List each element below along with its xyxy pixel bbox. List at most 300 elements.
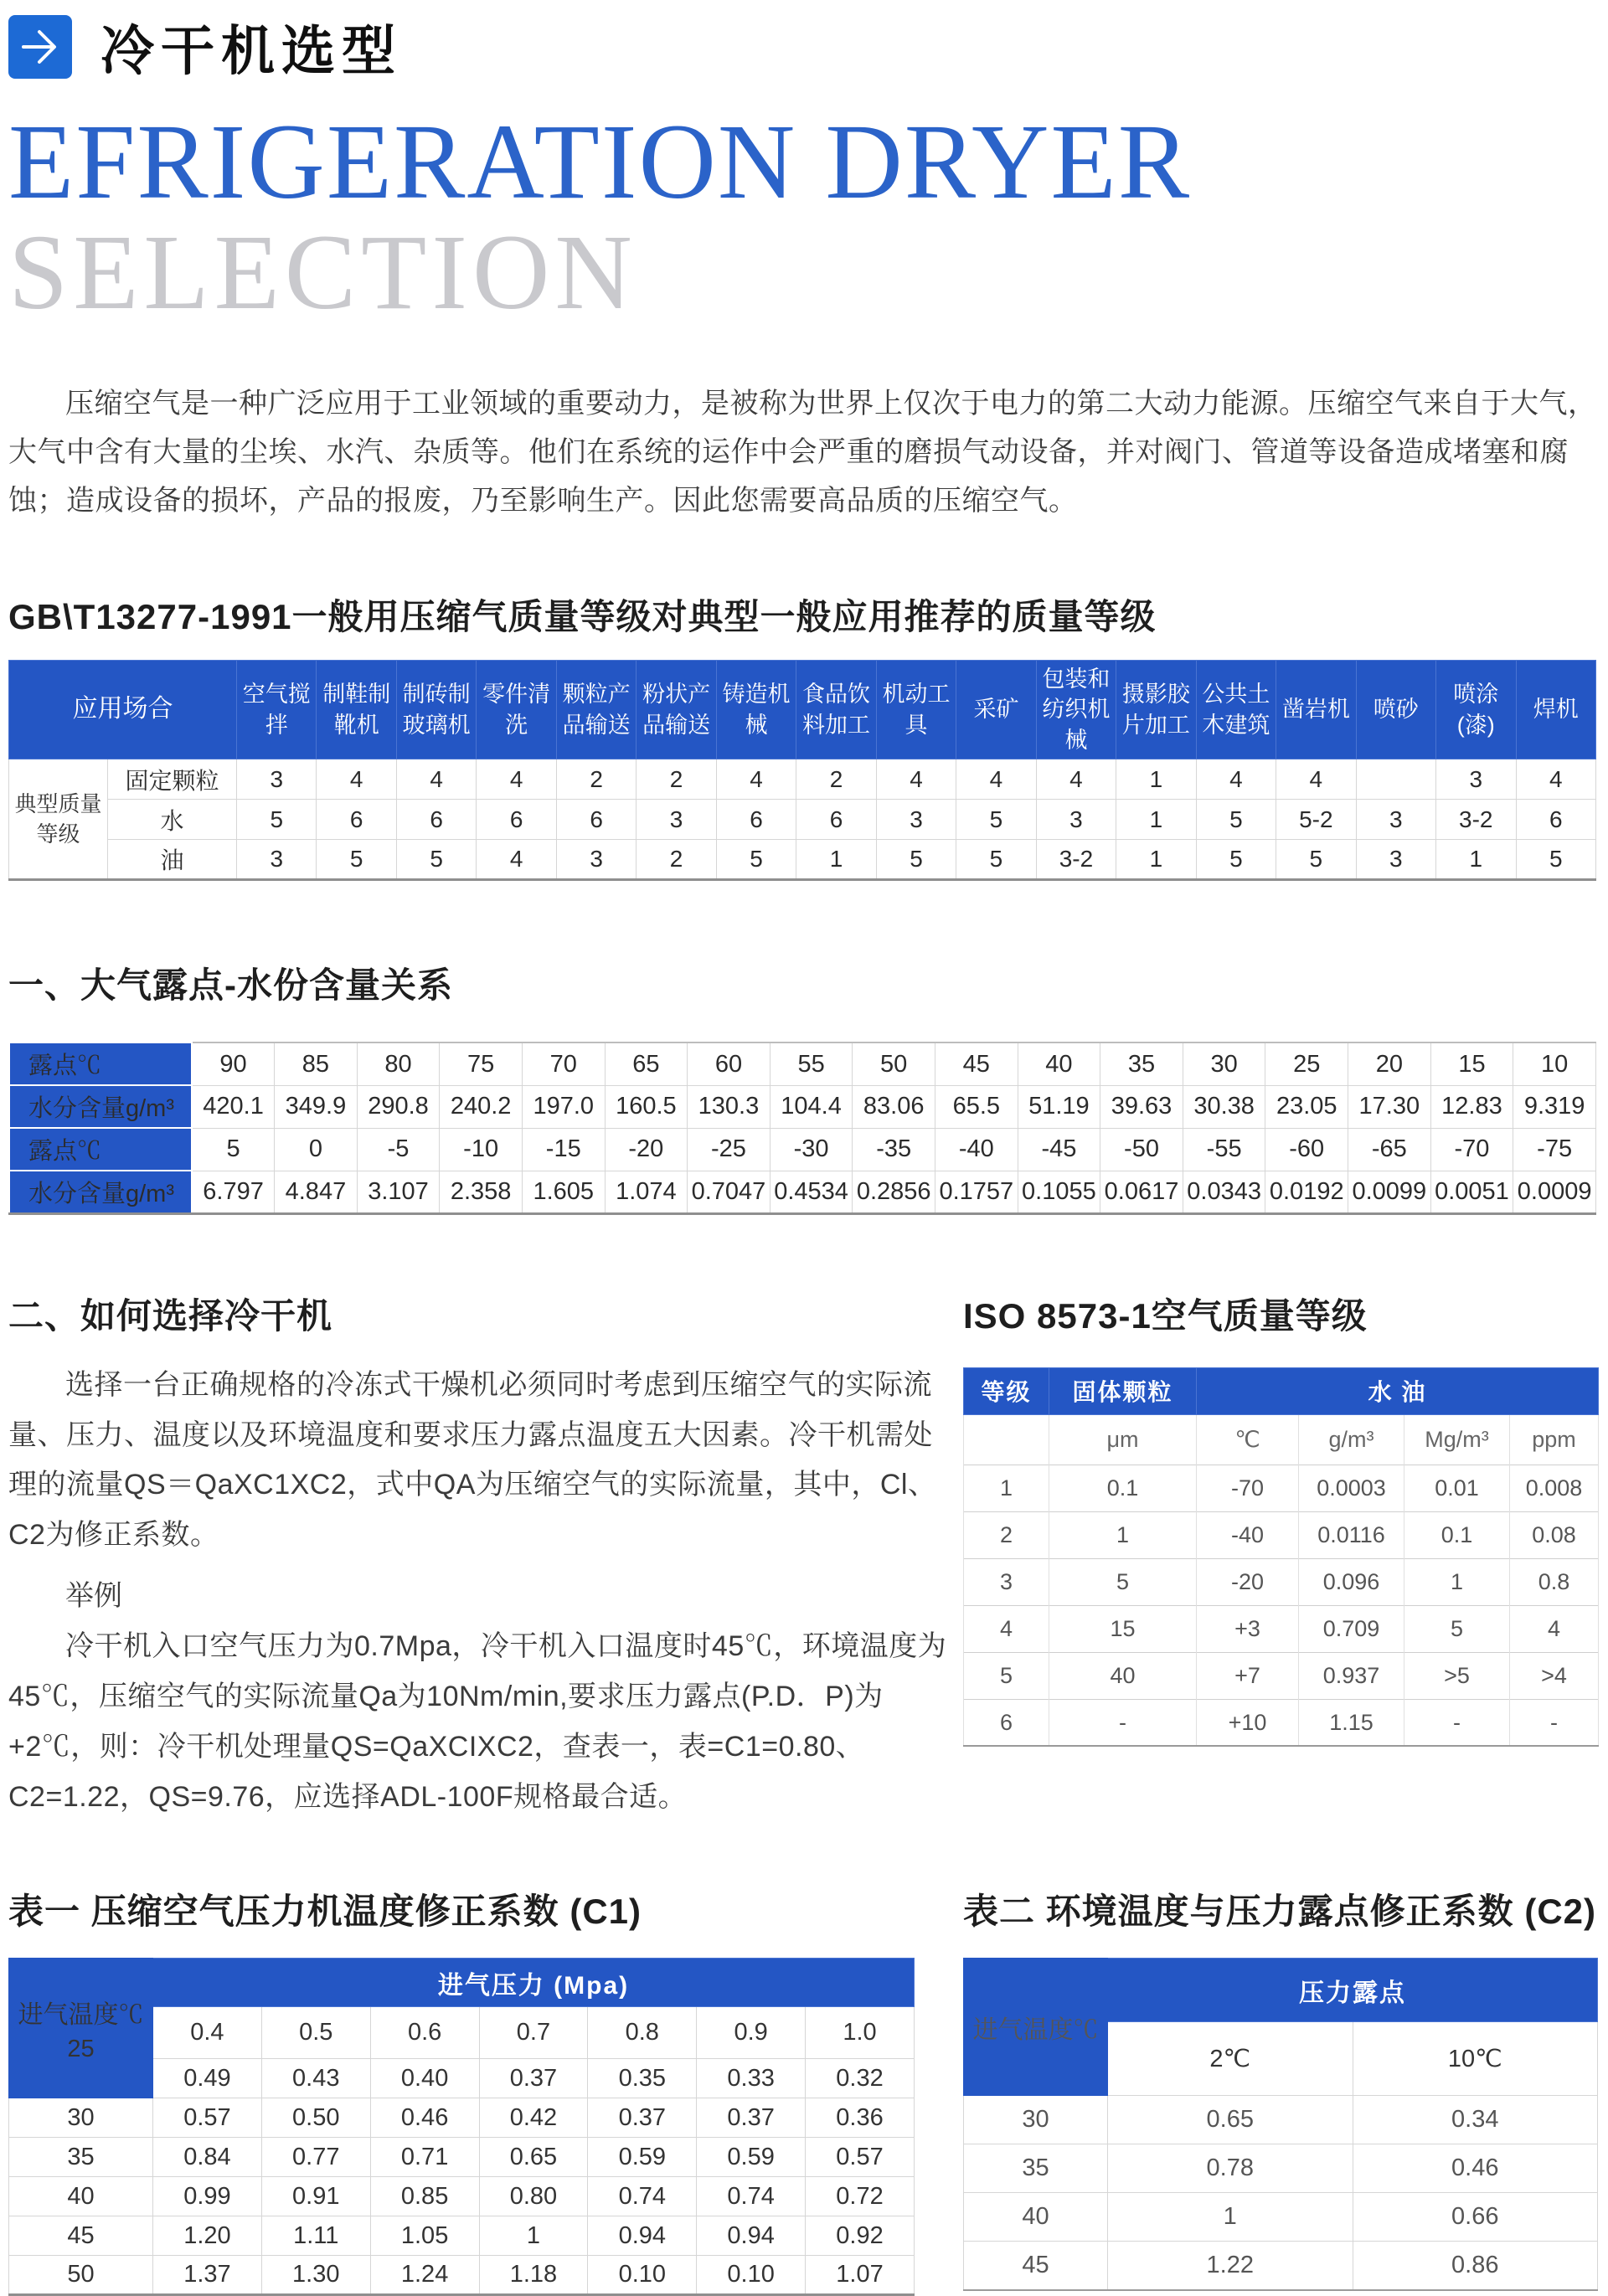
gb-cell: 3 (237, 840, 317, 880)
dew-cell: -20 (605, 1128, 688, 1171)
c2-row-label: 40 (964, 2193, 1108, 2242)
gb-cell: 4 (477, 840, 556, 880)
dew-cell: 1.605 (522, 1171, 605, 1213)
gb-row-label: 油 (108, 840, 237, 880)
dew-cell: 290.8 (357, 1085, 440, 1128)
iso-unit-cell: ℃ (1197, 1414, 1299, 1465)
c2-cell: 0.78 (1108, 2144, 1353, 2193)
c1-row-label: 35 (9, 2138, 153, 2177)
c1-pressure-header: 0.7 (479, 2007, 588, 2059)
c1-cell: 0.65 (479, 2138, 588, 2177)
gb-cell: 5-2 (1276, 800, 1356, 840)
c2-cell: 0.46 (1353, 2144, 1598, 2193)
dew-row-label: 露点℃ (9, 1128, 192, 1171)
iso-cell: 0.0003 (1299, 1465, 1404, 1511)
c1-cell: 0.99 (153, 2177, 262, 2216)
gb-cell: 3-2 (1436, 800, 1516, 840)
iso-water-oil-header: 水 油 (1197, 1367, 1599, 1414)
gb-cell: 3 (876, 800, 956, 840)
c2-table-row (964, 2096, 1598, 2144)
iso-cell: - (1404, 1699, 1510, 1746)
iso-unit-row (964, 1414, 1599, 1465)
gb-cell: 3 (237, 759, 317, 800)
gb-column-header: 采矿 (956, 660, 1036, 759)
iso-cell: -40 (1197, 1511, 1299, 1558)
dew-cell: 39.63 (1100, 1085, 1183, 1128)
iso-cell: +10 (1197, 1699, 1299, 1746)
gb-cell: 1 (1436, 840, 1516, 880)
dew-cell: 10 (1513, 1042, 1596, 1085)
dew-cell: 90 (192, 1042, 275, 1085)
gb-cell: 4 (1196, 759, 1276, 800)
dew-table-row (9, 1085, 1596, 1128)
gb-cell: 6 (317, 800, 396, 840)
dew-cell: -40 (935, 1128, 1018, 1171)
iso-table-row (964, 1699, 1599, 1746)
c1-cell: 0.59 (588, 2138, 697, 2177)
gb-row-label: 固定颗粒 (108, 759, 237, 800)
gb-cell: 6 (1516, 800, 1596, 840)
c1-cell: 1.37 (153, 2256, 262, 2295)
dew-cell: 85 (275, 1042, 358, 1085)
iso-cell: 1 (1404, 1558, 1510, 1605)
c1-corner-cell (9, 1959, 153, 2098)
right-arrow-icon (8, 15, 72, 79)
iso-cell: 1.15 (1299, 1699, 1404, 1746)
iso-table-title: ISO 8573-1空气质量等级 (963, 1295, 1368, 1336)
c1-cell: 0.35 (588, 2059, 697, 2098)
gb-cell: 1 (1116, 840, 1196, 880)
iso-cell: 0.1 (1404, 1511, 1510, 1558)
c1-cell: 0.37 (697, 2098, 806, 2138)
iso-table-row (964, 1465, 1599, 1511)
gb-cell: 2 (636, 840, 716, 880)
c2-table-row (964, 2242, 1598, 2290)
c1-cell: 0.50 (261, 2098, 370, 2138)
gb-cell: 2 (636, 759, 716, 800)
dew-cell: 65.5 (935, 1085, 1018, 1128)
dew-cell: 130.3 (688, 1085, 770, 1128)
dew-cell: -15 (522, 1128, 605, 1171)
gb-quality-grade-table (8, 660, 1596, 881)
dew-cell: 80 (357, 1042, 440, 1085)
c2-row-label: 35 (964, 2144, 1108, 2193)
dew-row-label: 水分含量g/m³ (9, 1085, 192, 1128)
gb-cell: 3 (556, 840, 636, 880)
gb-cell: 1 (1116, 759, 1196, 800)
c1-correction-table (8, 1958, 915, 2296)
dew-table-row (9, 1171, 1596, 1213)
gb-column-header: 制鞋制靴机 (317, 660, 396, 759)
iso-grade-cell: 6 (964, 1699, 1049, 1746)
c1-cell: 0.37 (588, 2098, 697, 2138)
c1-cell: 0.77 (261, 2138, 370, 2177)
how-to-select-section (8, 1289, 955, 1823)
gb-cell: 5 (1276, 840, 1356, 880)
iso-unit-cell: Mg/m³ (1404, 1414, 1510, 1465)
dew-cell: 197.0 (522, 1085, 605, 1128)
iso-section (963, 1289, 1598, 1748)
dew-cell: 50 (853, 1042, 935, 1085)
c1-cell: 1.05 (370, 2216, 479, 2256)
c1-pressure-header: 0.9 (697, 2007, 806, 2059)
gb-column-header: 铸造机械 (716, 660, 796, 759)
c2-row-label: 30 (964, 2096, 1108, 2144)
iso-unit-empty (964, 1414, 1049, 1465)
dew-row-label: 露点℃ (9, 1042, 192, 1085)
gb-row-group-label: 典型质量等级 (9, 759, 108, 880)
c1-cell: 0.10 (588, 2256, 697, 2295)
iso-cell: 5 (1049, 1558, 1197, 1605)
c2-cell: 0.86 (1353, 2242, 1598, 2290)
gb-column-header: 摄影胶片加工 (1116, 660, 1196, 759)
c1-cell: 1.07 (806, 2256, 915, 2295)
c1-table-row (9, 2216, 915, 2256)
c1-cell: 0.46 (370, 2098, 479, 2138)
iso-cell: 0.0116 (1299, 1511, 1404, 1558)
c1-cell: 0.71 (370, 2138, 479, 2177)
iso-grade-cell: 2 (964, 1511, 1049, 1558)
c1-cell: 1.11 (261, 2216, 370, 2256)
dew-cell: 3.107 (357, 1171, 440, 1213)
c1-cell: 0.33 (697, 2059, 806, 2098)
dew-cell: -45 (1018, 1128, 1100, 1171)
iso-cell: +7 (1197, 1652, 1299, 1699)
iso-cell: - (1049, 1699, 1197, 1746)
c1-pressure-header: 0.6 (370, 2007, 479, 2059)
dew-cell: 0.0343 (1183, 1171, 1265, 1213)
c1-cell: 0.32 (806, 2059, 915, 2098)
gb-cell: 6 (556, 800, 636, 840)
dew-cell: -60 (1265, 1128, 1348, 1171)
table-c2-section (963, 1884, 1598, 2291)
gb-cell: 5 (956, 840, 1036, 880)
gb-cell: 6 (716, 800, 796, 840)
gb-cell: 2 (556, 759, 636, 800)
gb-column-header: 制砖制玻璃机 (396, 660, 476, 759)
iso-grade-cell: 4 (964, 1605, 1049, 1652)
dew-cell: 240.2 (440, 1085, 523, 1128)
gb-cell: 4 (1036, 759, 1116, 800)
c1-table-row (9, 2177, 915, 2216)
c1-cell: 0.59 (697, 2138, 806, 2177)
iso-cell: >5 (1404, 1652, 1510, 1699)
c1-cell: 0.74 (697, 2177, 806, 2216)
dew-cell: 160.5 (605, 1085, 688, 1128)
gb-cell: 4 (1516, 759, 1596, 800)
gb-row-label: 水 (108, 800, 237, 840)
dew-table-row (9, 1042, 1596, 1085)
gb-column-header: 包装和纺织机械 (1036, 660, 1116, 759)
gb-cell: 2 (796, 759, 876, 800)
c1-row-label: 45 (9, 2216, 153, 2256)
c1-pressure-header: 1.0 (806, 2007, 915, 2059)
c2-correction-table (963, 1958, 1598, 2291)
iso-cell: >4 (1510, 1652, 1599, 1699)
dew-cell: 420.1 (192, 1085, 275, 1128)
gb-cell: 4 (477, 759, 556, 800)
iso-grade-cell: 5 (964, 1652, 1049, 1699)
dew-cell: 75 (440, 1042, 523, 1085)
gb-cell: 5 (1196, 840, 1276, 880)
dew-row-label: 水分含量g/m³ (9, 1171, 192, 1213)
gb-column-header: 公共土木建筑 (1196, 660, 1276, 759)
c1-cell: 0.85 (370, 2177, 479, 2216)
dew-cell: 60 (688, 1042, 770, 1085)
gb-cell: 5 (317, 840, 396, 880)
gb-cell: 5 (1516, 840, 1596, 880)
gb-table-row (9, 800, 1596, 840)
c2-cell: 1.22 (1108, 2242, 1353, 2290)
c1-row-label: 40 (9, 2177, 153, 2216)
dew-cell: 0.4534 (770, 1171, 853, 1213)
iso-cell: 0.937 (1299, 1652, 1404, 1699)
c1-cell: 1.30 (261, 2256, 370, 2295)
c1-cell: 0.91 (261, 2177, 370, 2216)
dew-cell: 9.319 (1513, 1085, 1596, 1128)
gb-column-header: 喷涂(漆) (1436, 660, 1516, 759)
iso-table-row (964, 1652, 1599, 1699)
c1-cell: 0.94 (697, 2216, 806, 2256)
section2-paragraph-2: 冷干机入口空气压力为0.7Mpa，冷干机入口温度时45℃，环境温度为45℃，压缩空气的实际流量Qa为10Nm/min,要求压力露点(P.D．P)为+2℃，则：冷干机处理量QS=QaXCIXC2，查表一，表=C1=0.80、C2=1.22，QS=9.76，应选择ADL-100F规格最合适。 (8, 1630, 947, 1813)
c2-table-row (964, 2193, 1598, 2242)
gb-cell: 4 (396, 759, 476, 800)
dew-cell: 2.358 (440, 1171, 523, 1213)
dewpoint-water-content-table (8, 1042, 1596, 1215)
c1-corner-lines (9, 1994, 152, 2063)
dew-cell: -65 (1348, 1128, 1431, 1171)
dew-cell: 40 (1018, 1042, 1100, 1085)
c1-table-row (9, 2098, 915, 2138)
gb-column-header: 空气搅拌 (237, 660, 317, 759)
c1-cell: 0.94 (588, 2216, 697, 2256)
dew-cell: 4.847 (275, 1171, 358, 1213)
dew-cell: 0.0051 (1430, 1171, 1513, 1213)
iso-cell: 0.709 (1299, 1605, 1404, 1652)
dew-cell: 55 (770, 1042, 853, 1085)
c1-row-label: 50 (9, 2256, 153, 2295)
dew-cell: 35 (1100, 1042, 1183, 1085)
iso-table-row (964, 1511, 1599, 1558)
dew-cell: -10 (440, 1128, 523, 1171)
dew-cell: 25 (1265, 1042, 1348, 1085)
dew-cell: 0.2856 (853, 1171, 935, 1213)
dew-cell: 51.19 (1018, 1085, 1100, 1128)
dew-cell: 65 (605, 1042, 688, 1085)
c1-cell: 0.36 (806, 2098, 915, 2138)
iso-unit-cell: g/m³ (1299, 1414, 1404, 1465)
iso-grade-cell: 1 (964, 1465, 1049, 1511)
gb-cell: 3 (636, 800, 716, 840)
gb-cell: 6 (796, 800, 876, 840)
c1-pressure-header: 0.8 (588, 2007, 697, 2059)
gb-cell: 5 (876, 840, 956, 880)
dew-cell: 0.0099 (1348, 1171, 1431, 1213)
c1-corner-line1: 进气温度℃ (18, 2000, 144, 2029)
page-title-en: EFRIGERATION DRYER (8, 102, 1192, 221)
dew-cell: 83.06 (853, 1085, 935, 1128)
iso-cell: 40 (1049, 1652, 1197, 1699)
iso-cell: 0.1 (1049, 1465, 1197, 1511)
c2-corner-cell: 进气温度℃ (964, 1959, 1108, 2096)
gb-cell: 3 (1436, 759, 1516, 800)
iso-cell: +3 (1197, 1605, 1299, 1652)
iso-cell: -20 (1197, 1558, 1299, 1605)
dew-cell: 104.4 (770, 1085, 853, 1128)
c1-cell: 1.18 (479, 2256, 588, 2295)
gb-cell: 5 (237, 800, 317, 840)
c1-cell: 0.42 (479, 2098, 588, 2138)
gb-cell: 3 (1356, 840, 1435, 880)
gb-cell: 6 (396, 800, 476, 840)
c1-table-row (9, 2138, 915, 2177)
gb-cell (1356, 759, 1435, 800)
dew-cell: 12.83 (1430, 1085, 1513, 1128)
dew-cell: 6.797 (192, 1171, 275, 1213)
table-c2-title: 表二 环境温度与压力露点修正系数 (C2) (963, 1892, 1597, 1932)
page-title-cn: 冷干机选型 (100, 21, 402, 81)
iso-solid-header: 固体颗粒 (1049, 1367, 1197, 1414)
c1-cell: 0.92 (806, 2216, 915, 2256)
dew-cell: 30.38 (1183, 1085, 1265, 1128)
iso-table-row (964, 1558, 1599, 1605)
gb-cell: 3 (1036, 800, 1116, 840)
iso-cell: 0.008 (1510, 1465, 1599, 1511)
c1-cell: 0.40 (370, 2059, 479, 2098)
iso-unit-cell: μm (1049, 1414, 1197, 1465)
dew-cell: -55 (1183, 1128, 1265, 1171)
c1-corner-line2: 25 (67, 2035, 95, 2062)
gb-table-title: GB\T13277-1991一般用压缩气质量等级对典型一般应用推荐的质量等级 (8, 596, 1157, 636)
c1-pressure-header: 0.5 (261, 2007, 370, 2059)
gb-cell: 1 (1116, 800, 1196, 840)
page-header (8, 8, 1598, 85)
dew-cell: 15 (1430, 1042, 1513, 1085)
gb-cell: 4 (876, 759, 956, 800)
dew-cell: 5 (192, 1128, 275, 1171)
gb-column-header: 食品饮料加工 (796, 660, 876, 759)
c1-pressure-header: 0.4 (153, 2007, 262, 2059)
iso-air-quality-table (963, 1367, 1599, 1748)
bottom-two-column-section (8, 1884, 1598, 2296)
iso-grade-header: 等级 (964, 1367, 1049, 1414)
gb-cell: 5 (1196, 800, 1276, 840)
iso-cell: 1 (1049, 1511, 1197, 1558)
iso-cell: 4 (1510, 1605, 1599, 1652)
c1-span-header: 进气压力 (Mpa) (153, 1959, 915, 2007)
dew-cell: 23.05 (1265, 1085, 1348, 1128)
gb-table-row (9, 759, 1596, 800)
dew-table-row (9, 1128, 1596, 1171)
middle-two-column-section (8, 1289, 1598, 1823)
c1-cell: 0.49 (153, 2059, 262, 2098)
gb-cell: 4 (716, 759, 796, 800)
c1-cell: 0.37 (479, 2059, 588, 2098)
iso-cell: 5 (1404, 1605, 1510, 1652)
gb-cell: 5 (716, 840, 796, 880)
gb-cell: 1 (796, 840, 876, 880)
gb-column-header: 粉状产品输送 (636, 660, 716, 759)
section2-example-label: 举例 (65, 1580, 122, 1613)
gb-cell: 5 (396, 840, 476, 880)
iso-cell: - (1510, 1699, 1599, 1746)
gb-table-row (9, 840, 1596, 880)
page-subtitle-en: SELECTION (8, 212, 637, 332)
dew-cell: -25 (688, 1128, 770, 1171)
gb-cell: 3 (1356, 800, 1435, 840)
gb-cell: 3-2 (1036, 840, 1116, 880)
gb-column-header: 焊机 (1516, 660, 1596, 759)
c2-cell: 0.66 (1353, 2193, 1598, 2242)
iso-table-row (964, 1605, 1599, 1652)
c2-table-row (964, 2144, 1598, 2193)
gb-column-header: 机动工具 (876, 660, 956, 759)
dew-cell: 0.1757 (935, 1171, 1018, 1213)
gb-cell: 6 (477, 800, 556, 840)
iso-grade-cell: 3 (964, 1558, 1049, 1605)
iso-cell: 0.01 (1404, 1465, 1510, 1511)
gb-cell: 5 (956, 800, 1036, 840)
dew-cell: -5 (357, 1128, 440, 1171)
gb-column-header: 颗粒产品输送 (556, 660, 636, 759)
dew-cell: -30 (770, 1128, 853, 1171)
c1-table-row (9, 2256, 915, 2295)
iso-cell: -70 (1197, 1465, 1299, 1511)
gb-column-header: 零件清洗 (477, 660, 556, 759)
section2-paragraph-1: 选择一台正确规格的冷冻式干燥机必须同时考虑到压缩空气的实际流量、压力、温度以及环境温度和要求压力露点温度五大因素。冷干机需处理的流量QS＝QaXC1XC2，式中QA为压缩空气的实际流量，其中，Cl、C2为修正系数。 (8, 1368, 937, 1552)
c1-cell: 0.80 (479, 2177, 588, 2216)
dew-cell: 70 (522, 1042, 605, 1085)
c1-cell: 0.72 (806, 2177, 915, 2216)
c1-cell: 0.74 (588, 2177, 697, 2216)
dew-cell: 349.9 (275, 1085, 358, 1128)
gb-column-header: 喷砂 (1356, 660, 1435, 759)
c2-row-label: 45 (964, 2242, 1108, 2290)
dew-cell: 0.0617 (1100, 1171, 1183, 1213)
dew-cell: -50 (1100, 1128, 1183, 1171)
c1-cell: 1.24 (370, 2256, 479, 2295)
c1-row-label: 30 (9, 2098, 153, 2138)
iso-cell: 0.8 (1510, 1558, 1599, 1605)
c2-dewpoint-header: 2℃ (1108, 2022, 1353, 2096)
gb-cell: 4 (1276, 759, 1356, 800)
gb-corner-header: 应用场合 (9, 660, 237, 759)
table-c1-section (8, 1884, 955, 2296)
c2-cell: 0.34 (1353, 2096, 1598, 2144)
dew-cell: 0 (275, 1128, 358, 1171)
c1-cell: 0.43 (261, 2059, 370, 2098)
section2-title: 二、如何选择冷干机 (8, 1295, 333, 1336)
c1-cell: 0.57 (806, 2138, 915, 2177)
iso-cell: 0.08 (1510, 1511, 1599, 1558)
dew-cell: 0.7047 (688, 1171, 770, 1213)
c1-cell: 1 (479, 2216, 588, 2256)
c1-cell: 0.57 (153, 2098, 262, 2138)
gb-cell: 4 (317, 759, 396, 800)
c2-cell: 1 (1108, 2193, 1353, 2242)
dew-cell: 0.0192 (1265, 1171, 1348, 1213)
iso-cell: 0.096 (1299, 1558, 1404, 1605)
dew-cell: 30 (1183, 1042, 1265, 1085)
c2-cell: 0.65 (1108, 2096, 1353, 2144)
dew-cell: -35 (853, 1128, 935, 1171)
dew-cell: 20 (1348, 1042, 1431, 1085)
iso-unit-cell: ppm (1510, 1414, 1599, 1465)
dew-cell: -70 (1430, 1128, 1513, 1171)
c1-cell: 1.20 (153, 2216, 262, 2256)
c1-cell: 0.84 (153, 2138, 262, 2177)
iso-cell: 15 (1049, 1605, 1197, 1652)
